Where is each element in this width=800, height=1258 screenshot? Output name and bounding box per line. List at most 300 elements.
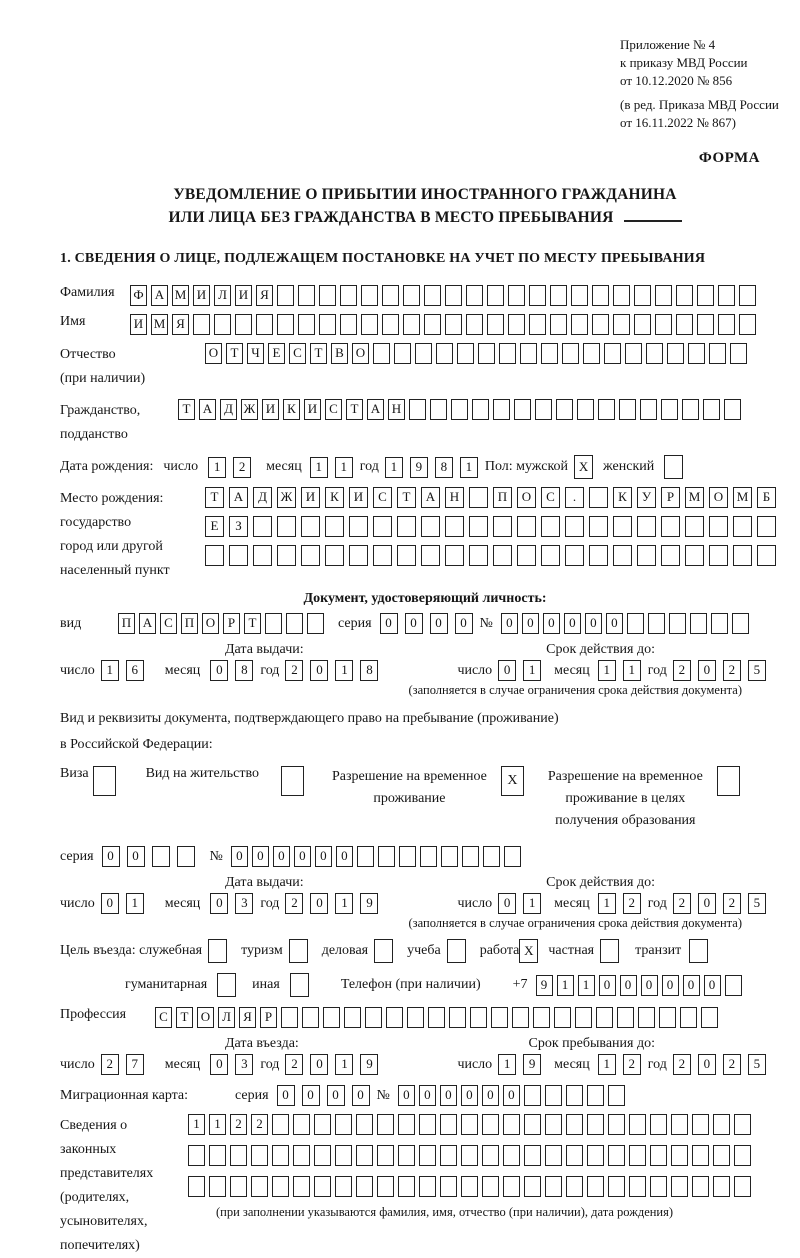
form-cell xyxy=(382,314,399,335)
doc-type-boxes xyxy=(118,613,328,634)
form-cell: Р xyxy=(661,487,680,508)
form-cell xyxy=(608,1114,625,1135)
form-cell xyxy=(374,939,393,963)
form-cell: 0 xyxy=(698,660,716,681)
form-cell xyxy=(648,613,665,634)
form-cell: 9 xyxy=(536,975,553,996)
form-cell xyxy=(307,613,324,634)
form-cell xyxy=(469,516,488,537)
form-cell xyxy=(445,516,464,537)
birth-month-boxes xyxy=(310,457,360,478)
form-cell: О xyxy=(709,487,728,508)
form-cell xyxy=(685,516,704,537)
legal-reps-block xyxy=(60,1114,790,1258)
form-cell: 0 xyxy=(273,846,290,867)
form-cell xyxy=(265,613,282,634)
doc-valid-day-boxes xyxy=(498,660,548,681)
form-cell: 1 xyxy=(598,660,616,681)
phone-prefix: +7 xyxy=(512,977,528,992)
form-cell: 0 xyxy=(210,1054,228,1075)
form-cell: Т xyxy=(226,343,243,364)
form-cell xyxy=(407,1007,424,1028)
form-cell: 0 xyxy=(599,975,616,996)
form-cell xyxy=(373,516,392,537)
form-cell: А xyxy=(199,399,216,420)
form-cell xyxy=(565,516,584,537)
form-cell xyxy=(697,285,714,306)
form-cell xyxy=(724,399,741,420)
form-cell: 0 xyxy=(620,975,637,996)
form-cell: 0 xyxy=(310,1054,328,1075)
purpose-business-label: деловая xyxy=(321,943,369,958)
doc-type-label: вид xyxy=(60,615,82,631)
form-cell xyxy=(589,545,608,566)
birthplace-row1-boxes xyxy=(205,487,781,508)
purpose-business-checkbox xyxy=(374,939,397,963)
surname-row xyxy=(60,285,790,306)
form-cell xyxy=(277,516,296,537)
form-cell xyxy=(533,1007,550,1028)
form-cell xyxy=(230,1176,247,1197)
form-cell xyxy=(302,1007,319,1028)
form-cell: 0 xyxy=(704,975,721,996)
form-cell xyxy=(397,516,416,537)
form-cell xyxy=(517,545,536,566)
form-cell: 0 xyxy=(310,893,328,914)
form-cell xyxy=(713,1176,730,1197)
form-cell xyxy=(188,1176,205,1197)
form-cell xyxy=(499,343,516,364)
form-cell xyxy=(650,1114,667,1135)
month-label: месяц xyxy=(554,1056,590,1072)
sex-female-label: женский xyxy=(603,459,655,474)
form-cell xyxy=(415,343,432,364)
form-cell xyxy=(646,343,663,364)
form-cell: 1 xyxy=(126,893,144,914)
purpose-transit-label: транзит xyxy=(635,943,682,958)
form-cell xyxy=(421,516,440,537)
form-cell xyxy=(340,314,357,335)
form-cell: Н xyxy=(388,399,405,420)
form-cell xyxy=(256,314,273,335)
purpose-private-label: частная xyxy=(548,943,595,958)
form-cell xyxy=(517,516,536,537)
form-cell: Л xyxy=(218,1007,235,1028)
citizenship-row xyxy=(60,399,790,447)
form-cell xyxy=(598,399,615,420)
edu-permit-label: Разрешение на временное проживание в целях получения образования xyxy=(547,769,703,828)
form-cell xyxy=(449,1007,466,1028)
form-cell xyxy=(349,545,368,566)
form-cell xyxy=(613,285,630,306)
form-cell xyxy=(420,846,437,867)
purpose-transit-checkbox xyxy=(689,939,712,963)
form-cell xyxy=(592,314,609,335)
form-cell xyxy=(688,343,705,364)
purpose-study-label: учеба xyxy=(407,943,441,958)
form-cell: X xyxy=(574,455,593,479)
form-cell: Т xyxy=(346,399,363,420)
form-cell xyxy=(214,314,231,335)
form-cell: 1 xyxy=(208,457,226,478)
form-cell xyxy=(217,973,236,997)
form-cell xyxy=(566,1176,583,1197)
form-cell xyxy=(589,516,608,537)
surname-boxes xyxy=(130,285,760,306)
form-cell xyxy=(732,613,749,634)
form-cell xyxy=(472,399,489,420)
form-cell xyxy=(604,343,621,364)
form-cell: О xyxy=(517,487,536,508)
form-cell: 0 xyxy=(482,1085,499,1106)
form-cell xyxy=(430,399,447,420)
purpose-tourism-label: туризм xyxy=(241,943,283,958)
form-cell: С xyxy=(160,613,177,634)
purpose-official-label: Цель въезда: служебная xyxy=(60,943,203,958)
form-cell: 1 xyxy=(623,660,641,681)
form-cell: 1 xyxy=(523,660,541,681)
form-cell xyxy=(659,1007,676,1028)
form-cell: 1 xyxy=(557,975,574,996)
name-row xyxy=(60,314,790,335)
form-cell xyxy=(503,1176,520,1197)
year-label: год xyxy=(647,895,667,911)
form-cell xyxy=(493,516,512,537)
entry-date-subheads xyxy=(60,1036,790,1052)
form-cell xyxy=(325,516,344,537)
doc-valid-note: (заполняется в случае ограничения срока действия документа) xyxy=(408,683,742,697)
patronymic-boxes xyxy=(205,343,751,364)
form-cell: Ф xyxy=(130,285,147,306)
doc-series-boxes xyxy=(380,613,480,634)
form-cell: М xyxy=(733,487,752,508)
form-cell xyxy=(739,314,756,335)
permit-valid-day-boxes xyxy=(498,893,548,914)
day-label: число xyxy=(457,895,493,911)
form-cell xyxy=(293,1176,310,1197)
stay-until-label: Срок пребывания до: xyxy=(528,1036,655,1051)
form-cell: Т xyxy=(205,487,224,508)
entry-year-boxes xyxy=(285,1054,385,1075)
form-cell: 1 xyxy=(310,457,328,478)
form-cell xyxy=(398,1176,415,1197)
form-cell xyxy=(524,1176,541,1197)
day-label: число xyxy=(457,1056,493,1072)
permit-issue-month-boxes xyxy=(210,893,260,914)
permit-number-label: № xyxy=(209,848,223,864)
form-cell xyxy=(382,285,399,306)
form-cell xyxy=(541,545,560,566)
form-cell xyxy=(356,1176,373,1197)
appendix-line-2: к приказу МВД России xyxy=(620,55,748,70)
form-cell xyxy=(424,285,441,306)
form-cell xyxy=(709,516,728,537)
legal-reps-boxes xyxy=(188,1114,755,1220)
form-cell xyxy=(634,285,651,306)
form-cell xyxy=(277,285,294,306)
form-cell: 0 xyxy=(310,660,328,681)
form-cell xyxy=(436,343,453,364)
form-cell xyxy=(445,285,462,306)
form-cell xyxy=(152,846,170,867)
form-cell xyxy=(482,1114,499,1135)
form-cell: 0 xyxy=(498,660,516,681)
form-cell: 0 xyxy=(662,975,679,996)
day-label: число xyxy=(457,662,493,678)
form-cell: 9 xyxy=(410,457,428,478)
form-cell xyxy=(713,1114,730,1135)
permit-valid-year-boxes xyxy=(673,893,773,914)
surname-label: Фамилия xyxy=(60,285,115,300)
form-cell xyxy=(711,613,728,634)
permit-valid-month-boxes xyxy=(598,893,648,914)
form-cell xyxy=(680,1007,697,1028)
form-cell: 9 xyxy=(523,1054,541,1075)
form-cell xyxy=(703,399,720,420)
appendix-line-4: (в ред. Приказа МВД России xyxy=(620,97,779,112)
form-cell xyxy=(671,1114,688,1135)
form-cell: Т xyxy=(176,1007,193,1028)
form-cell: К xyxy=(283,399,300,420)
form-cell xyxy=(209,1176,226,1197)
form-cell: 0 xyxy=(210,893,228,914)
form-cell: 1 xyxy=(188,1114,205,1135)
form-cell: 3 xyxy=(235,893,253,914)
permit-issue-day-boxes xyxy=(101,893,151,914)
legal-reps-row3-boxes xyxy=(188,1176,755,1197)
form-cell: 2 xyxy=(623,893,641,914)
migration-card-label: Миграционная карта: xyxy=(60,1087,189,1103)
form-cell: 6 xyxy=(126,660,144,681)
purpose-official-checkbox xyxy=(208,939,231,963)
form-cell: 0 xyxy=(380,613,398,634)
profession-row xyxy=(60,1007,790,1028)
form-cell xyxy=(566,1085,583,1106)
purpose-work-checkbox xyxy=(519,939,542,963)
form-cell xyxy=(627,613,644,634)
form-cell: 0 xyxy=(231,846,248,867)
form-cell: 2 xyxy=(673,1054,691,1075)
permit-dates-row xyxy=(60,893,790,914)
form-cell xyxy=(717,766,740,796)
form-cell: М xyxy=(685,487,704,508)
form-cell: 0 xyxy=(294,846,311,867)
form-cell xyxy=(314,1176,331,1197)
form-cell xyxy=(470,1007,487,1028)
form-cell xyxy=(293,1114,310,1135)
form-cell xyxy=(709,343,726,364)
form-cell xyxy=(208,939,227,963)
form-cell xyxy=(565,545,584,566)
form-cell xyxy=(491,1007,508,1028)
month-label: месяц xyxy=(554,662,590,678)
name-boxes xyxy=(130,314,760,335)
form-cell xyxy=(461,1176,478,1197)
form-cell xyxy=(575,1007,592,1028)
form-cell xyxy=(466,314,483,335)
temp-permit-checkbox xyxy=(501,766,528,796)
form-cell xyxy=(373,545,392,566)
form-cell: 2 xyxy=(723,893,741,914)
form-cell: Ж xyxy=(277,487,296,508)
form-cell: Я xyxy=(256,285,273,306)
form-cell: 0 xyxy=(698,1054,716,1075)
form-cell: 2 xyxy=(251,1114,268,1135)
form-cell xyxy=(733,545,752,566)
form-cell xyxy=(697,314,714,335)
form-cell xyxy=(545,1176,562,1197)
form-cell xyxy=(357,846,374,867)
residence-doc-text-2: в Российской Федерации: xyxy=(60,737,213,752)
day-label: число xyxy=(60,662,95,678)
form-cell xyxy=(319,314,336,335)
form-cell xyxy=(323,1007,340,1028)
form-cell xyxy=(701,1007,718,1028)
appendix-block xyxy=(620,36,790,132)
form-cell xyxy=(403,285,420,306)
form-cell: З xyxy=(229,516,248,537)
form-cell xyxy=(469,487,488,508)
form-cell: 0 xyxy=(522,613,539,634)
form-cell: 3 xyxy=(235,1054,253,1075)
form-cell xyxy=(281,766,304,796)
purpose-other-label: иная xyxy=(252,977,280,992)
year-label: год xyxy=(260,1056,280,1072)
form-cell: 5 xyxy=(748,893,766,914)
form-cell xyxy=(286,613,303,634)
form-cell: 0 xyxy=(641,975,658,996)
purpose-work-label: работа xyxy=(479,943,520,958)
form-cell xyxy=(661,399,678,420)
form-cell: 2 xyxy=(673,660,691,681)
form-cell: 1 xyxy=(598,893,616,914)
form-cell xyxy=(205,545,224,566)
birthdate-row xyxy=(60,455,790,479)
birth-year-label: год xyxy=(359,459,379,474)
form-cell xyxy=(457,343,474,364)
visa-checkbox xyxy=(93,766,120,796)
form-cell xyxy=(340,285,357,306)
form-cell xyxy=(277,314,294,335)
form-cell: М xyxy=(151,314,168,335)
form-cell: 2 xyxy=(285,1054,303,1075)
year-label: год xyxy=(260,895,280,911)
entry-purpose-row xyxy=(60,939,790,963)
form-cell xyxy=(508,314,525,335)
form-cell: 0 xyxy=(302,1085,320,1106)
form-cell: 0 xyxy=(498,893,516,914)
form-cell: 0 xyxy=(102,846,120,867)
form-cell xyxy=(676,314,693,335)
form-cell xyxy=(577,399,594,420)
form-cell: 1 xyxy=(523,893,541,914)
form-cell xyxy=(447,939,466,963)
temp-permit-label: Разрешение на временное проживание xyxy=(331,769,487,806)
form-cell xyxy=(253,545,272,566)
form-cell: И xyxy=(301,487,320,508)
form-cell xyxy=(440,1176,457,1197)
permit-series-row xyxy=(60,846,790,867)
migration-card-row xyxy=(60,1085,790,1106)
form-cell xyxy=(397,545,416,566)
form-cell xyxy=(550,314,567,335)
form-cell: Ж xyxy=(241,399,258,420)
residence-doc-options xyxy=(60,766,790,832)
form-cell: О xyxy=(202,613,219,634)
form-cell: Д xyxy=(253,487,272,508)
form-cell: С xyxy=(373,487,392,508)
permit-date-subheads xyxy=(60,875,790,891)
form-cell xyxy=(251,1176,268,1197)
form-title xyxy=(60,183,790,229)
form-cell: 0 xyxy=(606,613,623,634)
form-cell: В xyxy=(331,343,348,364)
form-cell xyxy=(554,1007,571,1028)
form-cell xyxy=(613,314,630,335)
form-cell: 9 xyxy=(360,1054,378,1075)
form-cell: 0 xyxy=(277,1085,295,1106)
form-cell xyxy=(319,285,336,306)
form-cell: У xyxy=(637,487,656,508)
form-cell xyxy=(377,1176,394,1197)
form-cell xyxy=(545,1114,562,1135)
month-label: месяц xyxy=(554,895,590,911)
form-cell xyxy=(718,285,735,306)
form-cell xyxy=(424,314,441,335)
sex-female-checkbox xyxy=(664,455,687,479)
form-cell xyxy=(520,343,537,364)
form-cell: И xyxy=(262,399,279,420)
edu-permit-checkbox xyxy=(717,766,744,796)
form-cell xyxy=(487,285,504,306)
form-cell xyxy=(493,545,512,566)
form-cell xyxy=(298,314,315,335)
form-title-line1: УВЕДОМЛЕНИЕ О ПРИБЫТИИ ИНОСТРАННОГО ГРАЖДАНИНА xyxy=(173,186,677,203)
entry-day-boxes xyxy=(101,1054,151,1075)
form-cell: 1 xyxy=(578,975,595,996)
form-cell: 8 xyxy=(435,457,453,478)
form-cell xyxy=(478,343,495,364)
form-cell xyxy=(504,846,521,867)
visa-label: Виза xyxy=(60,766,89,781)
form-cell xyxy=(638,1007,655,1028)
form-cell: 1 xyxy=(385,457,403,478)
form-cell xyxy=(625,343,642,364)
form-cell xyxy=(655,314,672,335)
permit-issue-year-boxes xyxy=(285,893,385,914)
form-cell xyxy=(529,285,546,306)
form-cell xyxy=(587,1085,604,1106)
permit-issue-label: Дата выдачи: xyxy=(225,875,304,890)
form-cell: Е xyxy=(268,343,285,364)
form-cell xyxy=(545,1085,562,1106)
form-cell: А xyxy=(421,487,440,508)
form-cell xyxy=(634,314,651,335)
phone-label: Телефон (при наличии) xyxy=(340,977,481,992)
form-cell: С xyxy=(325,399,342,420)
form-cell: О xyxy=(205,343,222,364)
residence-permit-checkbox xyxy=(281,766,308,796)
form-cell xyxy=(692,1176,709,1197)
form-cell: 1 xyxy=(335,1054,353,1075)
year-label: год xyxy=(647,662,667,678)
profession-label: Профессия xyxy=(60,1007,127,1022)
form-cell: А xyxy=(139,613,156,634)
form-cell xyxy=(377,1114,394,1135)
residence-permit-label: Вид на жительство xyxy=(145,766,259,781)
stay-day-boxes xyxy=(498,1054,548,1075)
birthplace-row3-boxes xyxy=(205,545,781,566)
